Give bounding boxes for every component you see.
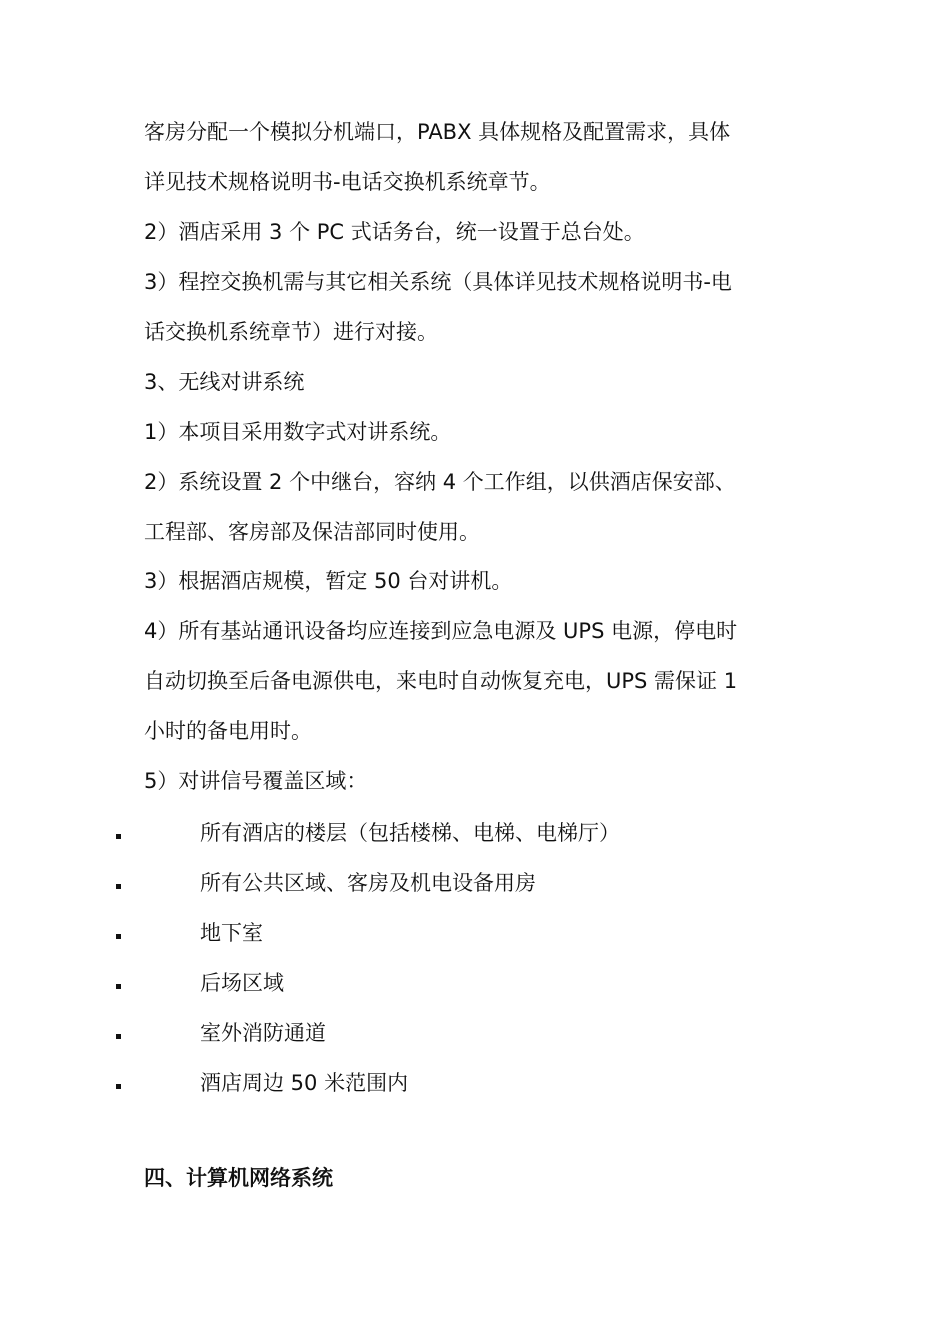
bullet-icon	[116, 884, 121, 889]
bullet-icon	[116, 984, 121, 989]
paragraph-line: 自动切换至后备电源供电，来电时自动恢复充电，UPS 需保证 1	[144, 669, 738, 693]
list-item	[0, 868, 950, 898]
paragraph-line: 2）酒店采用 3 个 PC 式话务台，统一设置于总台处。	[144, 220, 645, 244]
list-item-text: 所有酒店的楼层（包括楼梯、电梯、电梯厅）	[200, 821, 620, 845]
paragraph-line: 话交换机系统章节）进行对接。	[144, 320, 438, 344]
bullet-icon	[116, 834, 121, 839]
paragraph-line: 4）所有基站通讯设备均应连接到应急电源及 UPS 电源，停电时	[144, 619, 738, 643]
paragraph-line: 5）对讲信号覆盖区域：	[144, 769, 368, 793]
paragraph-line: 详见技术规格说明书-电话交换机系统章节。	[144, 170, 551, 194]
paragraph-line: 工程部、客房部及保洁部同时使用。	[144, 520, 480, 544]
paragraph-line: 小时的备电用时。	[144, 719, 312, 743]
list-item-text: 所有公共区域、客房及机电设备用房	[200, 871, 536, 895]
list-item	[0, 1068, 950, 1098]
list-item	[0, 818, 950, 848]
bullet-icon	[116, 934, 121, 939]
list-item	[0, 918, 950, 948]
list-item-text: 室外消防通道	[200, 1021, 326, 1045]
paragraph-line: 3）根据酒店规模，暂定 50 台对讲机。	[144, 569, 513, 593]
list-item	[0, 1018, 950, 1048]
paragraph-line: 3）程控交换机需与其它相关系统（具体详见技术规格说明书-电	[144, 270, 732, 294]
bullet-icon	[116, 1084, 121, 1089]
list-item-text: 酒店周边 50 米范围内	[200, 1071, 409, 1095]
list-item-text: 后场区域	[200, 971, 284, 995]
list-item-text: 地下室	[200, 921, 263, 945]
section-heading: 四、计算机网络系统	[144, 1166, 333, 1190]
paragraph-line: 1）本项目采用数字式对讲系统。	[144, 420, 452, 444]
bullet-icon	[116, 1034, 121, 1039]
list-item	[0, 968, 950, 998]
paragraph-line: 2）系统设置 2 个中继台，容纳 4 个工作组，以供酒店保安部、	[144, 470, 736, 494]
paragraph-line: 客房分配一个模拟分机端口，PABX 具体规格及配置需求，具体	[144, 120, 731, 144]
subsection-title: 3、无线对讲系统	[144, 370, 305, 394]
